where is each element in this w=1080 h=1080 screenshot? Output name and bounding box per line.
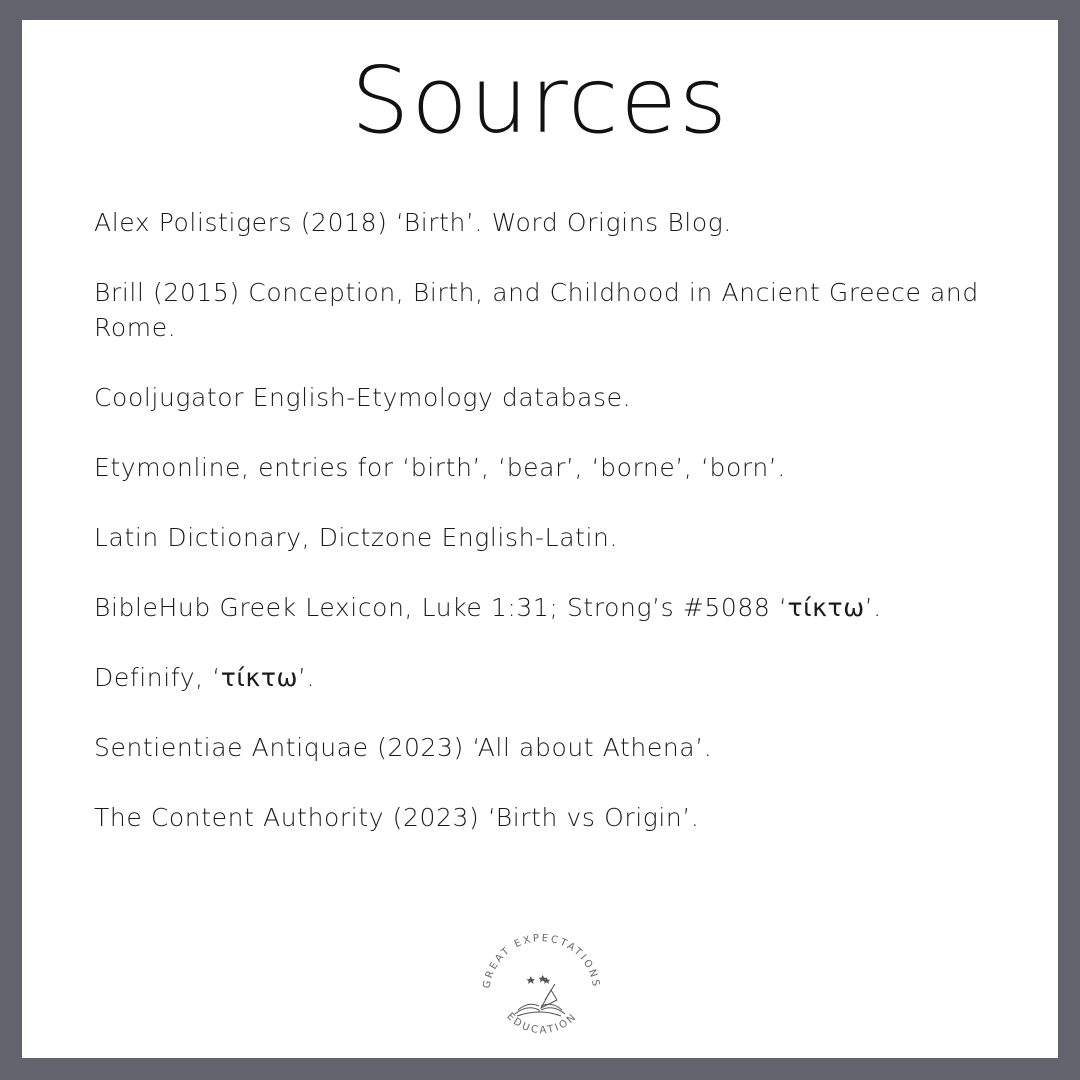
source-text: ’. <box>298 663 316 692</box>
source-item: Etymonline, entries for ‘birth’, ‘bear’, ‘borne’, ‘born’. <box>94 453 786 482</box>
star-icon <box>527 975 551 984</box>
great-expectations-logo <box>465 900 615 1050</box>
source-item: The Content Authority (2023) ‘Birth vs Origin’. <box>94 803 700 832</box>
source-text: BibleHub Greek Lexicon, Luke 1:31; Strong’s #5088 ‘ <box>94 593 788 622</box>
greek-word: τίκτω <box>220 663 299 692</box>
source-item: Latin Dictionary, Dictzone English-Latin. <box>94 523 619 552</box>
source-item <box>94 660 994 695</box>
greek-word: τίκτω <box>787 593 865 622</box>
source-text: ’. <box>864 593 882 622</box>
sources-list <box>94 205 994 870</box>
source-item: Sentientiae Antiquae (2023) ‘All about Athena’. <box>94 733 713 762</box>
logo-svg <box>465 900 615 1050</box>
source-item: Cooljugator English-Etymology database. <box>94 383 632 412</box>
source-item <box>94 590 994 625</box>
source-item: Alex Polistigers (2018) ‘Birth’. Word Origins Blog. <box>94 208 732 237</box>
open-book-icon <box>515 984 565 1016</box>
logo-top-text: GREAT EXPECTATIONS <box>481 933 602 990</box>
source-text: Definify, ‘ <box>94 663 221 692</box>
logo-bottom-text: EDUCATION <box>504 1010 580 1037</box>
content-card <box>22 20 1058 1058</box>
page-title: Sources <box>351 47 729 154</box>
source-item: Brill (2015) Conception, Birth, and Childhood in Ancient Greece and Rome. <box>94 278 979 342</box>
